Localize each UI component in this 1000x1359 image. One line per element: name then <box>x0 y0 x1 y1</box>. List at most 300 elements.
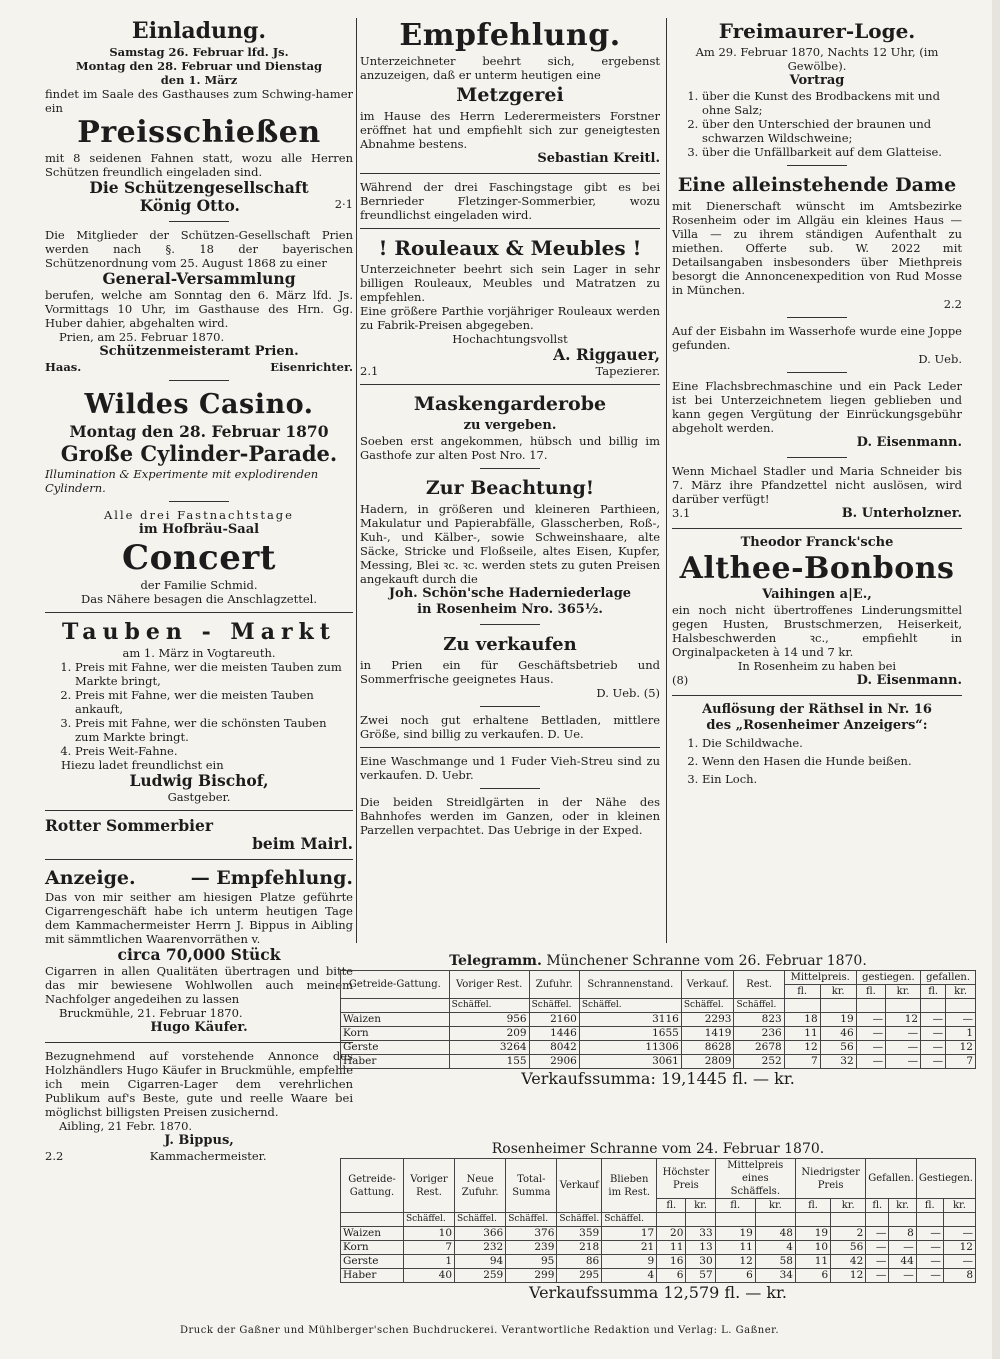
grain-type-cell: Korn <box>341 1241 404 1255</box>
casino-event: Große Cylinder-Parade. <box>60 441 338 466</box>
table-cell <box>921 999 946 1013</box>
concert-title: Concert <box>122 538 276 578</box>
muenchen-table-body <box>341 999 976 1069</box>
tauben-role: Gastgeber. <box>167 790 231 804</box>
loge-text1: Am 29. Februar 1870, Nachts 12 Uhr, (im Gewölbe). <box>695 45 939 73</box>
table-cell <box>856 999 885 1013</box>
table-cell: 8 <box>889 1227 916 1241</box>
table-cell: 218 <box>557 1241 602 1255</box>
table-cell: 2160 <box>529 1013 579 1027</box>
ad-maskengarderobe <box>360 391 660 462</box>
col-header: Gefallen. <box>866 1159 917 1199</box>
table-cell: 16 <box>657 1255 686 1269</box>
table-cell: 12 <box>886 1013 921 1027</box>
table-cell: — <box>916 1269 943 1283</box>
table-cell: 8042 <box>529 1041 579 1055</box>
table-cell: 11 <box>795 1255 830 1269</box>
table-cell: 12 <box>715 1255 755 1269</box>
beachtung-sig1: Joh. Schön'sche Haderniederlage <box>388 586 632 601</box>
joppe-text: Auf der Eisbahn im Wasserhofe wurde eine Joppe gefunden. <box>672 324 962 352</box>
anzeige-title2: — Empfehlung. <box>190 867 353 889</box>
units-row <box>341 999 976 1013</box>
masken-sub: zu vergeben. <box>463 418 557 433</box>
table-cell: 12 <box>831 1269 866 1283</box>
unit-cell: Schäffel. <box>681 999 734 1013</box>
col-header: Mittelpreis eines Schäffels. <box>715 1159 795 1199</box>
rouleaux-text2: Eine größere Parthie vorjähriger Rouleaux werden zu Fabrik-Preisen abgegeben. <box>360 304 660 332</box>
ad-rouleaux-meubles <box>360 235 660 378</box>
list-item: 1. über die Kunst des Brodbackens mit und ohne Salz; <box>702 89 962 117</box>
anzeige-text2: Cigarren in allen Qualitäten übertragen und bitte das mir bewiesene Wohlwollen auch meinem Nachfolger angedeihen zu lassen <box>45 964 353 1006</box>
table-cell: 20 <box>657 1227 686 1241</box>
general-text1: Die Mitglieder der Schützen-Gesellschaft Prien werden nach §. 18 der bayerischen Schützenordnung vom 25. August 1868 zu einer <box>45 228 353 270</box>
unit-cell: Schäffel. <box>602 1213 657 1227</box>
col-header: Gestiegen. <box>916 1159 975 1199</box>
table-cell: — <box>943 1227 975 1241</box>
separator <box>360 173 660 174</box>
ad-einladung <box>45 18 353 215</box>
empfehlung-text1: Unterzeichneter beehrt sich, ergebenst anzuzeigen, daß er unterm heutigen eine <box>360 54 660 82</box>
pfand-ref: 3.1 <box>672 506 691 520</box>
list-item: 1. Preis mit Fahne, wer die meisten Tauben zum Markte bringt, <box>75 660 353 688</box>
unit-header: kr. <box>686 1199 715 1213</box>
table-cell <box>916 1213 943 1227</box>
table-cell: — <box>889 1241 916 1255</box>
muenchen-title: Münchener Schranne vom 26. Februar 1870. <box>546 953 867 969</box>
list-item: 2. Wenn den Hasen die Hunde beißen. <box>702 752 962 770</box>
ad-empfehlung-metzgerei <box>360 18 660 167</box>
unit-header: kr. <box>831 1199 866 1213</box>
table-cell: 366 <box>455 1227 506 1241</box>
unit-cell: Schäffel. <box>557 1213 602 1227</box>
dame-ref: 2.2 <box>943 297 962 311</box>
unit-cell: Schäffel. <box>579 999 681 1013</box>
ad-flachsbrechmaschine <box>672 379 962 451</box>
table-cell <box>341 1213 404 1227</box>
unit-header: fl. <box>784 985 820 999</box>
empfehlung-text2: im Hause des Herrn Lederermeisters Forstner eröffnet hat und empfiehlt sich zur geneigtesten Abnahme bestens. <box>360 109 660 151</box>
list-item: 4. Preis Weit-Fahne. <box>75 744 353 758</box>
anzeige-date: Bruckmühle, 21. Februar 1870. <box>59 1006 243 1020</box>
rosenheim-sum: Verkaufssumma 12,579 fl. — kr. <box>528 1283 788 1302</box>
unit-header: fl. <box>715 1199 755 1213</box>
table-cell: 56 <box>820 1041 856 1055</box>
grain-type-cell: Gerste <box>341 1255 404 1269</box>
table-cell <box>795 1213 830 1227</box>
ad-raethsel-aufloesung <box>672 702 962 788</box>
tauben-prize-list <box>45 660 353 758</box>
althee-text: ein noch nicht übertroffenes Linderungsmittel gegen Husten, Brustschmerzen, Heiserkeit, Halsbeschwerden ꝛc., empfiehlt in Orginalpacketen à 14 und 7 kr. <box>672 603 962 659</box>
unit-cell: Schäffel. <box>455 1213 506 1227</box>
tauben-name: Ludwig Bischof, <box>129 771 269 790</box>
table-cell: 12 <box>784 1041 820 1055</box>
unit-header: kr. <box>943 1199 975 1213</box>
table-cell: — <box>856 1055 885 1069</box>
verkaufen-title: Zu verkaufen <box>443 634 577 655</box>
rouleaux-role: Tapezierer. <box>595 364 660 378</box>
col-header: Getreide-Gattung. <box>341 1159 404 1213</box>
table-cell: — <box>886 1027 921 1041</box>
masken-text: Soeben erst angekommen, hübsch und billig im Gasthofe zur alten Post Nro. 17. <box>360 434 660 462</box>
units-row <box>341 1213 976 1227</box>
col-header: Rest. <box>734 971 784 999</box>
table-cell: — <box>866 1255 889 1269</box>
table-cell: 40 <box>403 1269 454 1283</box>
table-cell: 2293 <box>681 1013 734 1027</box>
table-cell: 11 <box>715 1241 755 1255</box>
separator <box>169 221 229 222</box>
column-rule-left <box>356 18 357 943</box>
separator <box>787 165 847 166</box>
ad-fasching: Während der drei Faschingstage gibt es bei Bernrieder Fletzinger-Sommerbier, wozu freundlichst eingeladen wird. <box>360 180 660 222</box>
einladung-sig2: König Otto. <box>139 196 240 215</box>
col-header: Zufuhr. <box>529 971 579 999</box>
table-cell: 48 <box>755 1227 795 1241</box>
pfand-text: Wenn Michael Stadler und Maria Schneider bis 7. März ihre Pfandzettel nicht auslösen, wird darüber verfügt! <box>672 464 962 506</box>
pfand-sig: B. Unterholzner. <box>841 506 962 521</box>
table-row <box>341 1255 976 1269</box>
table-cell: 232 <box>455 1241 506 1255</box>
table-cell: 209 <box>449 1027 529 1041</box>
separator <box>787 317 847 318</box>
table-cell: 7 <box>403 1241 454 1255</box>
table-cell: 8 <box>943 1269 975 1283</box>
unit-header: kr. <box>889 1199 916 1213</box>
separator <box>169 501 229 502</box>
flachs-text: Eine Flachsbrechmaschine und ein Pack Leder ist bei Unterzeichnetem liegen geblieben und kann gegen Vergütung der Einrückungsgebühr abgeholt werden. <box>672 379 962 435</box>
rouleaux-text1: Unterzeichneter beehrt sich sein Lager in sehr billigen Rouleaux, Meubles und Matratzen zu empfehlen. <box>360 262 660 304</box>
table-cell: 10 <box>795 1241 830 1255</box>
unit-header: fl. <box>856 985 885 999</box>
table-cell: — <box>856 1027 885 1041</box>
general-name2: Eisenrichter. <box>270 360 353 374</box>
ad-general-versammlung <box>45 228 353 374</box>
table-cell: 1 <box>403 1255 454 1269</box>
col-header: Voriger Rest. <box>449 971 529 999</box>
separator <box>360 747 660 748</box>
table-cell: 10 <box>403 1227 454 1241</box>
anzeige-text3: Bezugnehmend auf vorstehende Annonce des Holzhändlers Hugo Käufer in Bruckmühle, empfehle ich mein Cigarren-Lager dem verehrlichen Publikum auf's Beste, gute und reelle Waare bei möglichst billigsten Preisen zusichernd. <box>45 1049 353 1119</box>
table-cell: 12 <box>946 1041 976 1055</box>
table-cell: 46 <box>820 1027 856 1041</box>
separator <box>480 468 540 469</box>
anzeige-amount: circa 70,000 Stück <box>117 945 281 964</box>
einladung-line2: Montag den 28. Februar und Dienstag <box>75 59 323 73</box>
ad-zu-verkaufen <box>360 631 660 700</box>
althee-place: Vaihingen a|E., <box>762 587 872 602</box>
table-cell: 259 <box>455 1269 506 1283</box>
separator <box>672 695 962 696</box>
loge-list <box>672 89 962 159</box>
ad-pfandzettel <box>672 464 962 522</box>
separator <box>45 612 353 613</box>
concert-line4: Das Nähere besagen die Anschlagzettel. <box>81 592 317 606</box>
table-cell: — <box>866 1269 889 1283</box>
table-cell: 155 <box>449 1055 529 1069</box>
table-cell: — <box>886 1041 921 1055</box>
list-item: 3. über die Unfällbarkeit auf dem Glatteise. <box>702 145 962 159</box>
rouleaux-greet: Hochachtungsvollst <box>452 332 568 346</box>
general-name1: Haas. <box>45 360 82 374</box>
table-row <box>341 1269 976 1283</box>
einladung-ref: 2·1 <box>334 197 353 211</box>
einladung-event: Preisschießen <box>77 115 321 150</box>
table-cell: 6 <box>795 1269 830 1283</box>
ad-concert <box>45 508 353 606</box>
table-cell: 19 <box>795 1227 830 1241</box>
separator <box>480 706 540 707</box>
col-header: Blieben im Rest. <box>602 1159 657 1213</box>
separator <box>360 228 660 229</box>
unit-header: fl. <box>657 1199 686 1213</box>
separator <box>480 788 540 789</box>
ad-waschmange: Eine Waschmange und 1 Fuder Vieh-Streu sind zu verkaufen. D. Uebr. <box>360 754 660 782</box>
general-sig: Schützenmeisteramt Prien. <box>99 344 299 359</box>
table-cell: 3116 <box>579 1013 681 1027</box>
joppe-ref: D. Ueb. <box>918 352 962 366</box>
table-cell: 58 <box>755 1255 795 1269</box>
tauben-title: Tauben - Markt <box>62 619 336 645</box>
table-cell: 21 <box>602 1241 657 1255</box>
unit-cell: Schäffel. <box>529 999 579 1013</box>
table-cell: 2678 <box>734 1041 784 1055</box>
grain-type-cell: Waizen <box>341 1013 450 1027</box>
table-cell: 32 <box>820 1055 856 1069</box>
raethsel-title2: des „Rosenheimer Anzeigers“: <box>706 718 928 733</box>
anzeige-sig2: J. Bippus, <box>164 1133 234 1148</box>
unit-header: kr. <box>755 1199 795 1213</box>
table-cell: 4 <box>602 1269 657 1283</box>
ad-sommerbier <box>45 817 353 853</box>
beachtung-text: Hadern, in größeren und kleineren Parthieen, Makulatur und Papierabfälle, Glasscherben, Roß-, Kuh-, und Kälber-, sowie Schweinshaare, alte Säcke, Stricke und Floßseile, altes Eisen, Kupfer, Messing, Blei ꝛc. ꝛc. werden stets zu guten Preisen angekauft durch die <box>360 502 660 586</box>
table-cell: 9 <box>602 1255 657 1269</box>
col-header: Getreide-Gattung. <box>341 971 450 999</box>
separator <box>45 810 353 811</box>
ad-streidlgaerten: Die beiden Streidlgärten in der Nähe des Bahnhofes werden im Ganzen, oder in kleinen Parzellen verpachtet. Das Uebrige in der Exped. <box>360 795 660 837</box>
anzeige-date2: Aibling, 21 Febr. 1870. <box>59 1119 193 1133</box>
concert-line1: Alle drei Fastnachtstage <box>104 508 294 522</box>
table-cell: 11 <box>657 1241 686 1255</box>
einladung-line1: Samstag 26. Februar lfd. Js. <box>109 45 289 59</box>
unit-header: kr. <box>820 985 856 999</box>
loge-heading: Vortrag <box>789 73 845 88</box>
table-cell: 6 <box>715 1269 755 1283</box>
table-cell <box>946 999 976 1013</box>
table-cell: — <box>889 1269 916 1283</box>
right-column <box>672 18 962 788</box>
table-cell <box>820 999 856 1013</box>
table-cell: — <box>921 1013 946 1027</box>
table-cell: — <box>866 1227 889 1241</box>
separator <box>672 528 962 529</box>
table-cell <box>341 999 450 1013</box>
dame-title: Eine alleinstehende Dame <box>677 174 957 196</box>
table-cell: 11 <box>784 1027 820 1041</box>
althee-title: Althee-Bonbons <box>679 551 955 586</box>
unit-cell: Schäffel. <box>403 1213 454 1227</box>
table-cell <box>755 1213 795 1227</box>
empfehlung-title: Empfehlung. <box>399 18 621 53</box>
middle-column <box>360 18 660 837</box>
col-header: Mittelpreis. <box>784 971 856 985</box>
einladung-text2: mit 8 seidenen Fahnen statt, wozu alle Herren Schützen freundlich eingeladen sind. <box>45 151 353 179</box>
table-cell <box>886 999 921 1013</box>
table-cell: 42 <box>831 1255 866 1269</box>
anzeige-title1: Anzeige. <box>45 867 136 889</box>
table-cell: — <box>921 1041 946 1055</box>
table-cell: 3264 <box>449 1041 529 1055</box>
flachs-sig: D. Eisenmann. <box>856 435 962 450</box>
table-cell <box>686 1213 715 1227</box>
separator <box>169 380 229 381</box>
table-cell: — <box>916 1255 943 1269</box>
table-cell: 17 <box>602 1227 657 1241</box>
general-text2: berufen, welche am Sonntag den 6. März lfd. Js. Vormittags 10 Uhr, im Gasthause des Hrn. Gg. Huber dahier, abgehalten wird. <box>45 288 353 330</box>
grain-type-cell: Waizen <box>341 1227 404 1241</box>
muenchen-sum: Verkaufssumma: 19,1445 fl. — kr. <box>521 1069 795 1088</box>
grain-type-cell: Gerste <box>341 1041 450 1055</box>
table-cell: 19 <box>715 1227 755 1241</box>
table-cell: 33 <box>686 1227 715 1241</box>
unit-header: fl. <box>916 1199 943 1213</box>
col-header: Verkauf. <box>681 971 734 999</box>
table-cell: 2 <box>831 1227 866 1241</box>
grain-type-cell: Haber <box>341 1055 450 1069</box>
list-item: 3. Ein Loch. <box>702 770 962 788</box>
anzeige-ref: 2.2 <box>45 1149 64 1163</box>
sommerbier-line1: Rotter Sommerbier <box>45 816 214 835</box>
col-header: Total-Summa <box>506 1159 557 1213</box>
table-cell <box>715 1213 755 1227</box>
verkaufen-ref: D. Ueb. <box>596 686 641 700</box>
casino-text: Illumination & Experimente mit explodirenden Cylindern. <box>45 467 319 495</box>
list-item: 2. über den Unterschied der braunen und schwarzen Wildschweine; <box>702 117 962 145</box>
separator <box>480 624 540 625</box>
page-edge <box>992 0 1000 1359</box>
empfehlung-sig: Sebastian Kreitl. <box>537 151 660 166</box>
ad-althee-bonbons <box>672 535 962 689</box>
table-cell: 1 <box>946 1027 976 1041</box>
list-item: 2. Preis mit Fahne, wer die meisten Tauben ankauft, <box>75 688 353 716</box>
empfehlung-heading: Metzgerei <box>456 84 564 106</box>
tauben-invite: Hiezu ladet freundlichst ein <box>61 758 224 772</box>
table-cell: 252 <box>734 1055 784 1069</box>
table-cell <box>866 1213 889 1227</box>
table-cell: 1446 <box>529 1027 579 1041</box>
general-date: Prien, am 25. Februar 1870. <box>59 330 225 344</box>
table-cell: 56 <box>831 1241 866 1255</box>
separator <box>787 372 847 373</box>
table-cell: 376 <box>506 1227 557 1241</box>
table-cell: — <box>856 1041 885 1055</box>
muenchen-schranne-table <box>340 952 976 1088</box>
sommerbier-line2: beim Mairl. <box>252 834 353 853</box>
general-heading: General-Versammlung <box>102 269 296 288</box>
rosenheim-table-body <box>341 1213 976 1283</box>
table-cell: 2906 <box>529 1055 579 1069</box>
table-cell: 823 <box>734 1013 784 1027</box>
table-cell: 95 <box>506 1255 557 1269</box>
ad-wildes-casino <box>45 387 353 495</box>
althee-brand: Theodor Franck'sche <box>740 535 894 550</box>
althee-sig: D. Eisenmann. <box>856 673 962 688</box>
table-cell: — <box>856 1013 885 1027</box>
ad-anzeige-empfehlung <box>45 866 353 1163</box>
table-row <box>341 1227 976 1241</box>
raethsel-title1: Auflösung der Räthsel in Nr. 16 <box>702 702 932 717</box>
table-cell: 19 <box>820 1013 856 1027</box>
einladung-title: Einladung. <box>131 18 267 44</box>
col-header: Niedrigster Preis <box>795 1159 865 1199</box>
unit-cell: Schäffel. <box>506 1213 557 1227</box>
rouleaux-ref: 2.1 <box>360 364 379 378</box>
ad-tauben-markt <box>45 619 353 804</box>
anzeige-role2: Kammachermeister. <box>149 1149 267 1163</box>
verkaufen-num: (5) <box>643 686 660 700</box>
beachtung-title: Zur Beachtung! <box>425 477 595 499</box>
grain-type-cell: Haber <box>341 1269 404 1283</box>
table-cell <box>943 1213 975 1227</box>
table-cell: 236 <box>734 1027 784 1041</box>
ad-bettladen: Zwei noch gut erhaltene Bettladen, mittlere Größe, sind billig zu verkaufen. D. Ue. <box>360 713 660 741</box>
col-header: Voriger Rest. <box>403 1159 454 1213</box>
separator <box>45 1042 353 1043</box>
loge-title: Freimaurer-Loge. <box>718 19 916 43</box>
table-cell <box>889 1213 916 1227</box>
left-column <box>45 18 353 1163</box>
telegramm-label: Telegramm. <box>449 953 542 969</box>
table-cell: 30 <box>686 1255 715 1269</box>
table-cell: 57 <box>686 1269 715 1283</box>
list-item: 3. Preis mit Fahne, wer die schönsten Tauben zum Markte bringt. <box>75 716 353 744</box>
list-item: 1. Die Schildwache. <box>702 734 962 752</box>
unit-header: kr. <box>946 985 976 999</box>
table-cell: — <box>946 1013 976 1027</box>
table-cell <box>831 1213 866 1227</box>
anzeige-sig1: Hugo Käufer. <box>150 1020 248 1035</box>
verkaufen-text: in Prien ein für Geschäftsbetrieb und Sommerfrische geeignetes Haus. <box>360 658 660 686</box>
table-cell: 3061 <box>579 1055 681 1069</box>
althee-ref: (8) <box>672 673 689 687</box>
rosenheim-title: Rosenheimer Schranne vom 24. Februar 1870. <box>491 1141 825 1157</box>
ad-joppe <box>672 324 962 366</box>
table-cell: 94 <box>455 1255 506 1269</box>
rosenheim-schranne-table <box>340 1140 976 1302</box>
table-cell: — <box>921 1055 946 1069</box>
masken-title: Maskengarderobe <box>413 393 607 415</box>
table-row <box>341 1055 976 1069</box>
table-cell: 2809 <box>681 1055 734 1069</box>
table-row <box>341 1041 976 1055</box>
table-cell <box>784 999 820 1013</box>
ad-freimaurer-loge <box>672 18 962 159</box>
unit-cell: Schäffel. <box>734 999 784 1013</box>
table-cell: 13 <box>686 1241 715 1255</box>
table-cell: 7 <box>784 1055 820 1069</box>
dame-text: mit Dienerschaft wünscht im Amtsbezirke Rosenheim oder im Allgäu ein kleines Haus — Villa — zu ihrem ständigen Aufenthalt zu miethen. Offerte sub. W. 2022 mit Detailsangaben insbesonders über Miethpreis besorgt die Annoncenexpedition von Rud Mosse in München. <box>672 199 962 297</box>
table-cell: 1419 <box>681 1027 734 1041</box>
table-cell: 299 <box>506 1269 557 1283</box>
table-cell: 7 <box>946 1055 976 1069</box>
table-cell: 295 <box>557 1269 602 1283</box>
table-cell: — <box>886 1055 921 1069</box>
table-cell: 12 <box>943 1241 975 1255</box>
unit-header: fl. <box>795 1199 830 1213</box>
raethsel-list <box>672 734 962 788</box>
table-cell: 1655 <box>579 1027 681 1041</box>
table-cell: 239 <box>506 1241 557 1255</box>
table-cell: 8628 <box>681 1041 734 1055</box>
